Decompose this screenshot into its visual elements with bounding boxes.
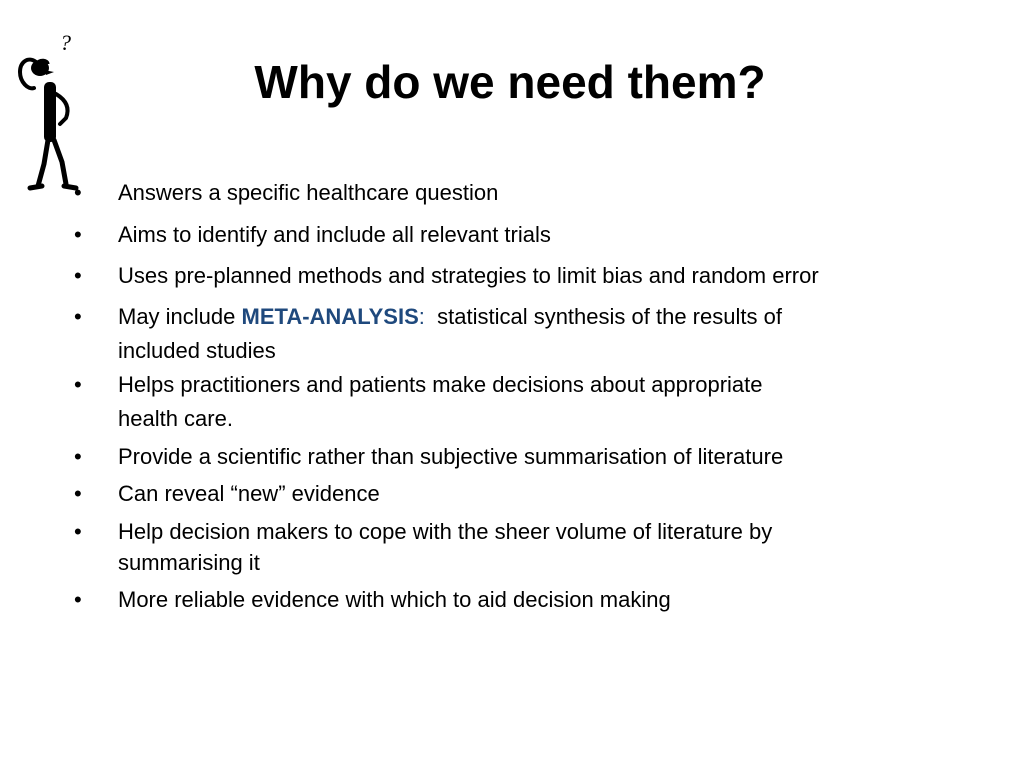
slide-title: Why do we need them? [254,56,766,108]
bullet-text: Can reveal “new” evidence [118,481,380,506]
question-mark-glyph: ? [60,30,71,55]
bullet-icon: • [74,444,82,469]
bullet-icon: • [74,304,82,329]
meta-analysis-colon: : [418,304,425,329]
bullet-text: Provide a scientific rather than subjective summarisation of literature [118,444,784,469]
bullet-text [118,300,782,334]
bullet-icon: • [74,372,82,397]
bullet-text-continued: included studies [118,338,276,363]
bullet-prefix: May include [118,304,242,329]
bullet-icon: • [74,263,82,288]
meta-analysis-highlight: META-ANALYSIS [241,304,419,329]
bullet-text-continued: health care. [118,406,233,431]
bullet-suffix: statistical synthesis of the results of [424,304,782,329]
bullet-icon: • [74,519,82,544]
bullet-icon: • [74,481,82,506]
bullet-icon: • [74,180,82,205]
bullet-icon: • [74,222,82,247]
bullet-text-continued: summarising it [118,550,260,575]
bullet-text: Aims to identify and include all relevant trials [118,222,551,247]
bullet-text: More reliable evidence with which to aid decision making [118,587,671,612]
bullet-icon: • [74,587,82,612]
bullet-text: Helps practitioners and patients make decisions about appropriate [118,372,763,397]
bullet-text: Help decision makers to cope with the sheer volume of literature by [118,519,773,544]
bullet-text: Answers a specific healthcare question [118,180,499,205]
bullet-text: Uses pre-planned methods and strategies to limit bias and random error [118,263,819,288]
thinking-stick-figure-icon [10,28,90,196]
